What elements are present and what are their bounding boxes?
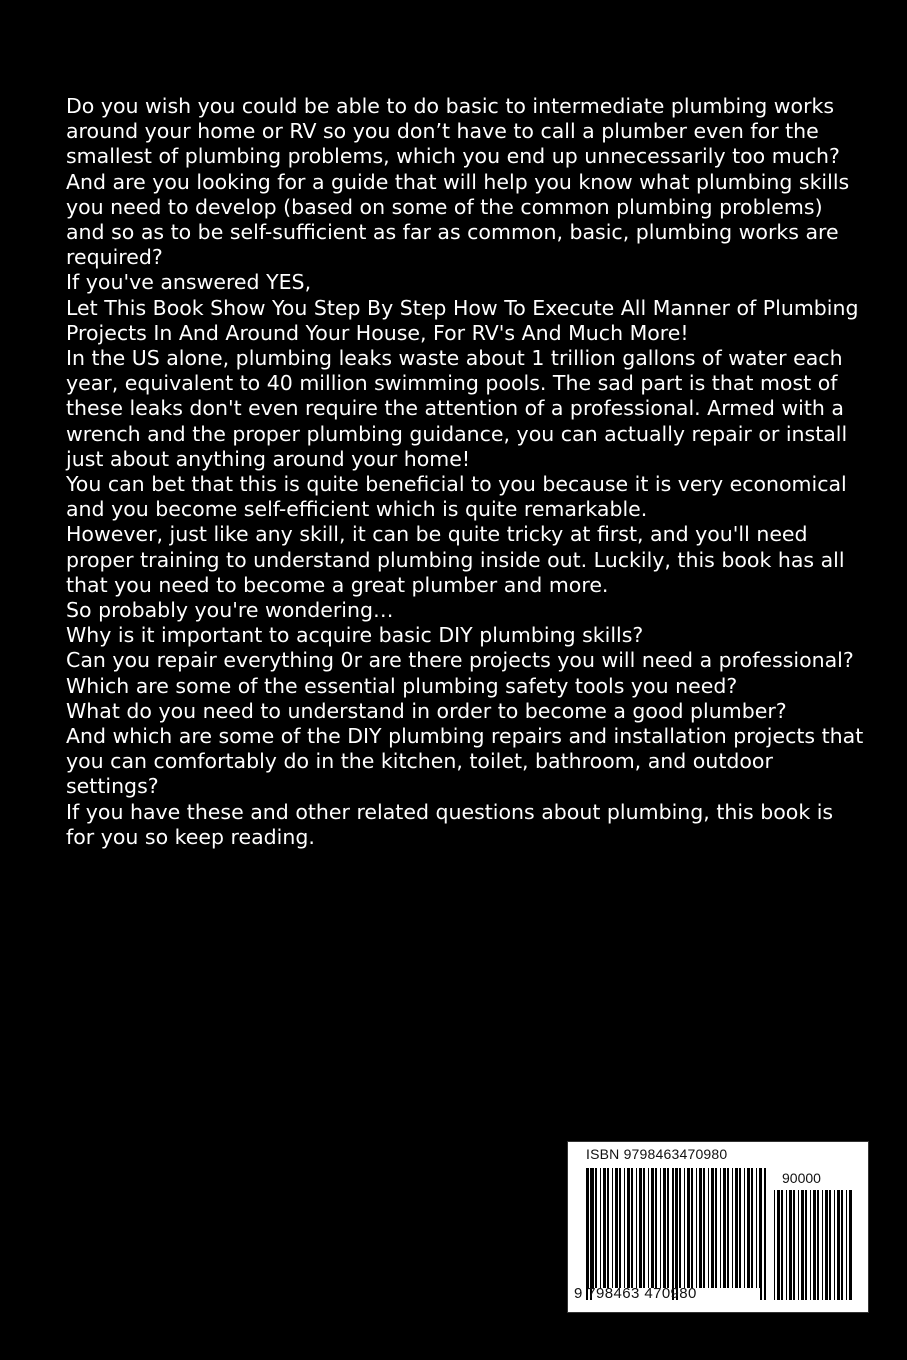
addon-bar <box>825 1190 828 1300</box>
barcode-bar <box>660 1168 661 1288</box>
barcode-bar <box>600 1168 601 1288</box>
addon-bar <box>777 1190 780 1300</box>
barcode-bar <box>603 1168 606 1288</box>
barcode-bar <box>723 1168 726 1288</box>
barcode-bar <box>588 1168 589 1288</box>
barcode-bar <box>631 1168 633 1288</box>
addon-bar <box>846 1190 847 1300</box>
blurb-paragraph: Let This Book Show You Step By Step How To Execute All Manner of Plumbing Projects In And Around Your House, For RV's And Much More! <box>66 295 859 345</box>
blurb-paragraph: You can bet that this is quite beneficial to you because it is very economical and you become self-efficient which is quite remarkable. <box>66 472 847 522</box>
barcode-bar <box>715 1168 717 1288</box>
addon-bar <box>801 1190 804 1300</box>
barcode-bar <box>624 1168 625 1288</box>
addon-bar <box>789 1190 792 1300</box>
barcode-bar <box>607 1168 609 1288</box>
addon-bar <box>813 1190 816 1300</box>
barcode-guard-bar <box>672 1168 674 1300</box>
addon-bar <box>829 1190 831 1300</box>
barcode-guard-bar <box>586 1168 588 1300</box>
blurb-paragraph: So probably you're wondering… <box>66 598 394 623</box>
addon-bar <box>793 1190 795 1300</box>
barcode-bar <box>627 1168 630 1288</box>
isbn-label: ISBN 9798463470980 <box>586 1146 728 1162</box>
blurb-paragraph: Why is it important to acquire basic DIY plumbing skills? <box>66 623 644 648</box>
barcode-guard-bar <box>590 1168 592 1300</box>
barcode-bar <box>612 1168 613 1288</box>
barcode-bar <box>699 1168 702 1288</box>
barcode-bar <box>703 1168 705 1288</box>
price-code: 90000 <box>782 1170 821 1186</box>
blurb-paragraph: Do you wish you could be able to do basic to intermediate plumbing works around your home or RV so you don’t have to call a plumber even for the smallest of plumbing problems, which you end up unnecessarily too much? <box>66 94 840 169</box>
addon-bar <box>805 1190 807 1300</box>
barcode-guard-bar <box>676 1168 678 1300</box>
barcode-guard-bar <box>764 1168 766 1300</box>
barcode-bar <box>636 1168 637 1288</box>
barcode-bar <box>747 1168 750 1288</box>
addon-bar <box>774 1190 775 1300</box>
barcode-bar <box>663 1168 666 1288</box>
addon-bar <box>810 1190 811 1300</box>
barcode-bar <box>720 1168 721 1288</box>
barcode-bar <box>756 1168 757 1288</box>
barcode-bar <box>615 1168 618 1288</box>
barcode-bar <box>651 1168 654 1288</box>
blurb-paragraph: However, just like any skill, it can be quite tricky at first, and you'll need proper training to understand plumbing inside out. Luckily, this book has all that you need to become a great plumber and more. <box>66 522 845 597</box>
barcode-bar <box>727 1168 729 1288</box>
barcode-bar <box>639 1168 642 1288</box>
addon-bar <box>798 1190 799 1300</box>
barcode-bar <box>739 1168 741 1288</box>
barcode-bar <box>711 1168 714 1288</box>
addon-bar <box>786 1190 787 1300</box>
blurb-paragraph: In the US alone, plumbing leaks waste about 1 trillion gallons of water each year, equivalent to 40 million swimming pools. The sad part is that most of these leaks don't even require the attention of a professional. Armed with a wrench and the proper plumbing guidance, you can actually repair or install just about anything around your home! <box>66 346 848 471</box>
barcode-bar <box>708 1168 709 1288</box>
barcode-bar <box>667 1168 669 1288</box>
barcode-bar <box>732 1168 733 1288</box>
blurb-paragraph: And which are some of the DIY plumbing repairs and installation projects that you can comfortably do in the kitchen, toilet, bathroom, and outdoor settings? <box>66 724 864 799</box>
barcode-bar <box>744 1168 745 1288</box>
blurb-paragraph: What do you need to understand in order to become a good plumber? <box>66 698 787 723</box>
blurb-paragraph: Which are some of the essential plumbing safety tools you need? <box>66 673 738 698</box>
isbn-barcode <box>567 1141 869 1313</box>
barcode-bar <box>696 1168 697 1288</box>
blurb-paragraph: If you've answered YES, <box>66 270 312 295</box>
addon-bar <box>841 1190 843 1300</box>
barcode-bar <box>684 1168 685 1288</box>
barcode-bar <box>691 1168 693 1288</box>
addon-bar <box>822 1190 823 1300</box>
blurb-paragraph: Can you repair everything 0r are there projects you will need a professional? <box>66 648 854 673</box>
addon-bar <box>849 1190 852 1300</box>
barcode-bar <box>751 1168 753 1288</box>
addon-bar <box>837 1190 840 1300</box>
ean-digits: 9 798463 470980 <box>574 1285 697 1302</box>
barcode-bar <box>648 1168 649 1288</box>
blurb-text <box>66 94 866 850</box>
barcode-bar <box>687 1168 690 1288</box>
barcode-bar <box>735 1168 738 1288</box>
barcode-bar <box>655 1168 657 1288</box>
addon-bar <box>781 1190 783 1300</box>
blurb-paragraph: And are you looking for a guide that will help you know what plumbing skills you need to develop (based on some of the common plumbing problems) and so as to be self-sufficient as far as common, basic, plumbing works are required? <box>66 169 850 270</box>
barcode-bar <box>643 1168 645 1288</box>
blurb-paragraph: If you have these and other related questions about plumbing, this book is for you so keep reading. <box>66 799 834 849</box>
barcode-bar <box>595 1168 597 1288</box>
barcode-guard-bar <box>760 1168 762 1300</box>
barcode-bar <box>679 1168 681 1288</box>
addon-bar <box>834 1190 835 1300</box>
addon-bar <box>817 1190 819 1300</box>
barcode-bar <box>619 1168 621 1288</box>
